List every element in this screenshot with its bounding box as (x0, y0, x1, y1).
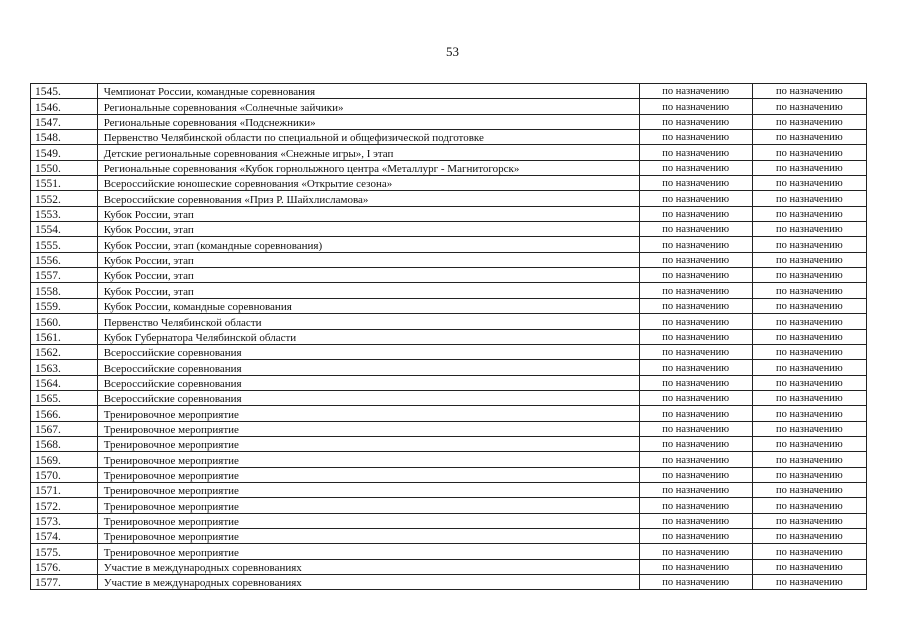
event-name-cell: Первенство Челябинской области (97, 314, 639, 329)
row-number-cell: 1575. (31, 544, 98, 559)
schedule-cell: по назначению (639, 559, 752, 574)
location-cell: по назначению (752, 283, 866, 298)
table-row (31, 99, 867, 114)
row-number-cell: 1559. (31, 298, 98, 313)
table-row (31, 390, 867, 405)
event-name-cell: Всероссийские юношеские соревнования «Открытие сезона» (97, 176, 639, 191)
row-number-cell: 1558. (31, 283, 98, 298)
table-row (31, 344, 867, 359)
location-cell: по назначению (752, 452, 866, 467)
event-name-cell: Всероссийские соревнования (97, 375, 639, 390)
location-cell: по назначению (752, 84, 866, 99)
schedule-cell: по назначению (639, 482, 752, 497)
table-row (31, 237, 867, 252)
location-cell: по назначению (752, 436, 866, 451)
table-row (31, 130, 867, 145)
event-name-cell: Тренировочное мероприятие (97, 467, 639, 482)
location-cell: по назначению (752, 406, 866, 421)
schedule-cell: по назначению (639, 99, 752, 114)
location-cell: по назначению (752, 528, 866, 543)
event-name-cell: Кубок России, этап (97, 252, 639, 267)
location-cell: по назначению (752, 114, 866, 129)
event-name-cell: Тренировочное мероприятие (97, 452, 639, 467)
schedule-cell: по назначению (639, 375, 752, 390)
row-number-cell: 1576. (31, 559, 98, 574)
row-number-cell: 1547. (31, 114, 98, 129)
location-cell: по назначению (752, 237, 866, 252)
row-number-cell: 1562. (31, 344, 98, 359)
event-name-cell: Тренировочное мероприятие (97, 482, 639, 497)
location-cell: по назначению (752, 99, 866, 114)
schedule-cell: по назначению (639, 421, 752, 436)
location-cell: по назначению (752, 482, 866, 497)
event-name-cell: Всероссийские соревнования (97, 390, 639, 405)
schedule-cell: по назначению (639, 467, 752, 482)
location-cell: по назначению (752, 145, 866, 160)
event-name-cell: Тренировочное мероприятие (97, 406, 639, 421)
location-cell: по назначению (752, 513, 866, 528)
location-cell: по назначению (752, 314, 866, 329)
event-name-cell: Первенство Челябинской области по специальной и общефизической подготовке (97, 130, 639, 145)
schedule-cell: по назначению (639, 390, 752, 405)
location-cell: по назначению (752, 329, 866, 344)
row-number-cell: 1561. (31, 329, 98, 344)
row-number-cell: 1565. (31, 390, 98, 405)
row-number-cell: 1574. (31, 528, 98, 543)
location-cell: по назначению (752, 344, 866, 359)
row-number-cell: 1572. (31, 498, 98, 513)
schedule-cell: по назначению (639, 498, 752, 513)
event-name-cell: Тренировочное мероприятие (97, 513, 639, 528)
table-row (31, 559, 867, 574)
schedule-cell: по назначению (639, 283, 752, 298)
table-row (31, 575, 867, 590)
table-row (31, 406, 867, 421)
schedule-cell: по назначению (639, 130, 752, 145)
schedule-cell: по назначению (639, 84, 752, 99)
event-name-cell: Кубок России, командные соревнования (97, 298, 639, 313)
row-number-cell: 1573. (31, 513, 98, 528)
row-number-cell: 1577. (31, 575, 98, 590)
event-name-cell: Тренировочное мероприятие (97, 498, 639, 513)
row-number-cell: 1556. (31, 252, 98, 267)
location-cell: по назначению (752, 298, 866, 313)
table-row (31, 252, 867, 267)
schedule-cell: по назначению (639, 329, 752, 344)
location-cell: по назначению (752, 559, 866, 574)
row-number-cell: 1568. (31, 436, 98, 451)
event-name-cell: Всероссийские соревнования «Приз Р. Шайхлисламова» (97, 191, 639, 206)
event-name-cell: Тренировочное мероприятие (97, 421, 639, 436)
event-name-cell: Участие в международных соревнованиях (97, 575, 639, 590)
event-name-cell: Всероссийские соревнования (97, 344, 639, 359)
table-row (31, 467, 867, 482)
row-number-cell: 1566. (31, 406, 98, 421)
location-cell: по назначению (752, 191, 866, 206)
event-name-cell: Кубок Губернатора Челябинской области (97, 329, 639, 344)
location-cell: по назначению (752, 176, 866, 191)
row-number-cell: 1569. (31, 452, 98, 467)
row-number-cell: 1570. (31, 467, 98, 482)
table-row (31, 145, 867, 160)
row-number-cell: 1546. (31, 99, 98, 114)
location-cell: по назначению (752, 467, 866, 482)
location-cell: по назначению (752, 222, 866, 237)
event-name-cell: Региональные соревнования «Подснежники» (97, 114, 639, 129)
table-row (31, 206, 867, 221)
table-row (31, 298, 867, 313)
event-name-cell: Региональные соревнования «Солнечные зайчики» (97, 99, 639, 114)
schedule-cell: по назначению (639, 114, 752, 129)
event-name-cell: Тренировочное мероприятие (97, 528, 639, 543)
events-table-body (31, 84, 867, 590)
event-name-cell: Кубок России, этап (97, 283, 639, 298)
table-row (31, 375, 867, 390)
event-name-cell: Участие в международных соревнованиях (97, 559, 639, 574)
location-cell: по назначению (752, 498, 866, 513)
row-number-cell: 1563. (31, 360, 98, 375)
row-number-cell: 1553. (31, 206, 98, 221)
location-cell: по назначению (752, 544, 866, 559)
schedule-cell: по назначению (639, 344, 752, 359)
row-number-cell: 1552. (31, 191, 98, 206)
row-number-cell: 1551. (31, 176, 98, 191)
row-number-cell: 1550. (31, 160, 98, 175)
event-name-cell: Кубок России, этап (97, 222, 639, 237)
event-name-cell: Региональные соревнования «Кубок горнолыжного центра «Металлург - Магнитогорск» (97, 160, 639, 175)
schedule-cell: по назначению (639, 237, 752, 252)
row-number-cell: 1564. (31, 375, 98, 390)
row-number-cell: 1554. (31, 222, 98, 237)
table-row (31, 544, 867, 559)
location-cell: по назначению (752, 390, 866, 405)
event-name-cell: Чемпионат России, командные соревнования (97, 84, 639, 99)
table-row (31, 268, 867, 283)
location-cell: по назначению (752, 268, 866, 283)
schedule-cell: по назначению (639, 222, 752, 237)
table-row (31, 176, 867, 191)
location-cell: по назначению (752, 360, 866, 375)
schedule-cell: по назначению (639, 406, 752, 421)
schedule-cell: по назначению (639, 528, 752, 543)
location-cell: по назначению (752, 252, 866, 267)
schedule-cell: по назначению (639, 314, 752, 329)
row-number-cell: 1571. (31, 482, 98, 497)
row-number-cell: 1560. (31, 314, 98, 329)
page-number: 53 (446, 44, 459, 59)
table-row (31, 84, 867, 99)
schedule-cell: по назначению (639, 268, 752, 283)
location-cell: по назначению (752, 421, 866, 436)
table-row (31, 482, 867, 497)
table-row (31, 314, 867, 329)
location-cell: по назначению (752, 130, 866, 145)
table-row (31, 528, 867, 543)
event-name-cell: Кубок России, этап (командные соревнования) (97, 237, 639, 252)
schedule-cell: по назначению (639, 436, 752, 451)
schedule-cell: по назначению (639, 176, 752, 191)
event-name-cell: Тренировочное мероприятие (97, 436, 639, 451)
table-row (31, 421, 867, 436)
table-row (31, 436, 867, 451)
row-number-cell: 1549. (31, 145, 98, 160)
schedule-cell: по назначению (639, 575, 752, 590)
table-row (31, 191, 867, 206)
table-row (31, 452, 867, 467)
location-cell: по назначению (752, 160, 866, 175)
table-row (31, 498, 867, 513)
schedule-cell: по назначению (639, 206, 752, 221)
row-number-cell: 1555. (31, 237, 98, 252)
event-name-cell: Кубок России, этап (97, 268, 639, 283)
table-row (31, 513, 867, 528)
table-row (31, 222, 867, 237)
schedule-cell: по назначению (639, 252, 752, 267)
schedule-cell: по назначению (639, 160, 752, 175)
schedule-cell: по назначению (639, 513, 752, 528)
table-row (31, 114, 867, 129)
schedule-cell: по назначению (639, 360, 752, 375)
schedule-cell: по назначению (639, 544, 752, 559)
schedule-cell: по назначению (639, 452, 752, 467)
row-number-cell: 1557. (31, 268, 98, 283)
table-row (31, 160, 867, 175)
row-number-cell: 1545. (31, 84, 98, 99)
schedule-cell: по назначению (639, 145, 752, 160)
table-row (31, 329, 867, 344)
table-row (31, 283, 867, 298)
row-number-cell: 1548. (31, 130, 98, 145)
event-name-cell: Детские региональные соревнования «Снежные игры», I этап (97, 145, 639, 160)
event-name-cell: Кубок России, этап (97, 206, 639, 221)
location-cell: по назначению (752, 575, 866, 590)
location-cell: по назначению (752, 375, 866, 390)
schedule-cell: по назначению (639, 298, 752, 313)
table-row (31, 360, 867, 375)
location-cell: по назначению (752, 206, 866, 221)
row-number-cell: 1567. (31, 421, 98, 436)
event-name-cell: Тренировочное мероприятие (97, 544, 639, 559)
schedule-cell: по назначению (639, 191, 752, 206)
event-name-cell: Всероссийские соревнования (97, 360, 639, 375)
events-table (30, 83, 867, 590)
